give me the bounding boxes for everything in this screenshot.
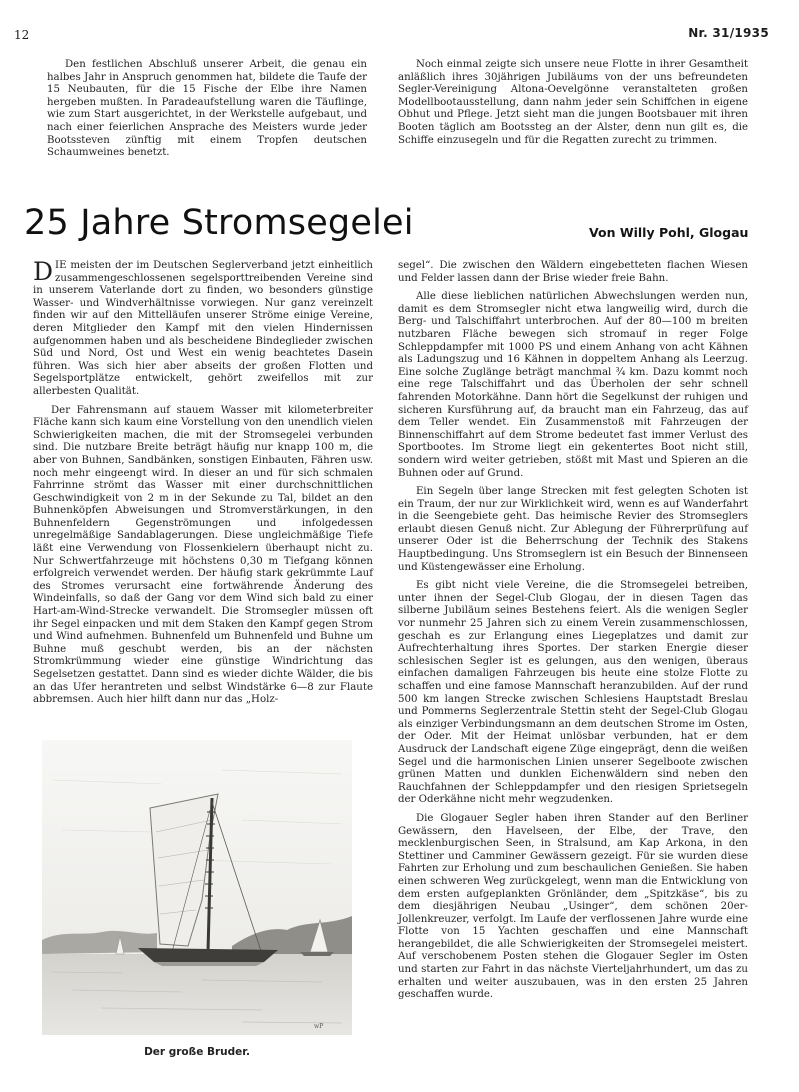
article-paragraph: [33, 257, 373, 399]
sailboat-illustration: [42, 740, 352, 1035]
top-left-paragraph: Den festlichen Abschluß unserer Arbeit, die genau ein halbes Jahr in Anspruch genommen hat, bildete die Taufe der 15 Neubauten, für die 15 Fische der Elbe ihre Namen hergeben mußten. In Paradeaufstellung waren die Täuflinge, wie zum Start ausgerichtet, in der Werkstelle aufgebaut, und nach einer feierlichen Ansprache des Meisters wurde jeder Bootssteven zünftig mit einem Tropfen deutschen Schaumweines benetzt.: [47, 59, 367, 159]
article-paragraph: Der Fahrensmann auf stauem Wasser mit kilometerbreiter Fläche kann sich kaum eine Vorstellung von den unendlich vielen Schwierigkeiten machen, die mit der Stromsegelei verbunden sind. Die nutzbare Breite beträgt häufig nur knapp 100 m, die aber von Buhnen, Sandbänken, sonstigen Einbauten, Fähren usw. noch mehr eingeengt wird. In dieser an und für sich schmalen Fahrrinne strömt das Wasser mit einer durchschnittlichen Geschwindigkeit von 2 m in der Sekunde zu Tal, bildet an den Buhnenköpfen Abweisungen und Stromverstärkungen, in den Buhnenfeldern Gegenströmungen und infolgedessen unregelmäßige Sandablagerungen. Diese ungleichmäßige Tiefe läßt eine Verwendung von Flossenkielern überhaupt nicht zu. Nur Schwertfahrzeuge mit höchstens 0,30 m Tiefgang können erfolgreich verwendet werden. Der häufig stark gekrümmte Lauf des Stromes verursacht eine fortwährende Änderung des Windeinfalls, so daß der Gang vor dem Wind sich bald zu einer Hart-am-Wind-Strecke verwandelt. Die Stromsegler müssen oft ihr Segel einpacken und mit dem Staken den Kampf gegen Strom und Wind aufnehmen. Buhnenfeld um Buhnenfeld und Buhne um Buhne muß geschubt werden, bis an der nächsten Stromkrümmung wieder eine günstige Windrichtung das Segelsetzen gestattet. Dann sind es wieder dichte Wälder, die bis an das Ufer herantreten und selbst Windstärke 6—8 zur Flaute abbremsen. Auch hier hilft dann nur das „Holz-: [33, 404, 373, 706]
artist-signature: wP: [314, 1023, 324, 1030]
hull: [138, 948, 278, 962]
issue-number: Nr. 31/1935: [688, 26, 769, 40]
article-left-column: [33, 257, 373, 707]
top-right-column: [398, 59, 748, 147]
article-paragraph: segel“. Die zwischen den Wäldern eingebetteten flachen Wiesen und Felder lassen dann der Brise wieder freie Bahn.: [398, 260, 748, 284]
article-right-column: [398, 260, 748, 1002]
article-paragraph: Alle diese lieblichen natürlichen Abwechslungen werden nun, damit es dem Stromsegler nicht etwa langweilig wird, durch die Berg- und Talschiffahrt unterbrochen. Auf der 80—100 m breiten nutzbaren Fläche bewegen sich stromauf in reger Folge Schleppdampfer mit 1000 PS und einem Anhang von acht Kähnen als Ladungszug und 16 Kähnen in doppeltem Anhang als Leerzug. Eine solche Zuglänge beträgt manchmal ¾ km. Dazu kommt noch eine rege Talschiffahrt und das Überholen der sehr schnell fahrenden Motorkähne. Dann hört die Segelkunst der ruhigen und sicheren Kursführung auf, da braucht man ein Fahrzeug, das auf dem Teller wendet. Ein Zusammenstoß mit Fahrzeugen der Binnenschiffahrt auf dem Strome bedeutet fast immer Verlust des Sportbootes. Im Strome liegt ein gekentertes Boot nicht still, sondern wird weiter getrieben, stößt mit Mast und Spieren an die Buhnen oder auf Grund.: [398, 291, 748, 479]
figure-caption: Der große Bruder.: [144, 1046, 250, 1058]
page-number: 12: [14, 28, 30, 42]
article-paragraph-text: IE meisten der im Deutschen Seglerverband jetzt einheitlich zusammengeschlossenen segelsporttreibenden Vereine sind in unserem Vaterlande dort zu finden, wo besonders günstige Wasser- und Windverhältnisse vorwiegen. Nur ganz vereinzelt finden wir auf den Mittelläufen unserer Ströme einige Vereine, deren Mitglieder den Kampf mit den vielen Hindernissen aufgenommen haben und als bescheidene Bindeglieder zwischen Süd und Nord, Ost und West ein wenig beachtetes Dasein führen. Was sich hier aber abseits der großen Flotten und Segelsportplätze entwickelt, gehört zweifellos mit zur allerbesten Qualität.: [33, 260, 373, 397]
drop-cap: D: [33, 257, 54, 286]
hull-reflection: [154, 962, 264, 966]
top-left-column: [47, 59, 367, 160]
sailboat-photo: [42, 740, 352, 1035]
distant-hull: [300, 952, 334, 956]
article-paragraph: Es gibt nicht viele Vereine, die die Stromsegelei betreiben, unter ihnen der Segel-Club Glogau, der in diesen Tagen das silberne Jubiläum seines Bestehens feiert. Als die wenigen Segler vor nunmehr 25 Jahren sich zu einem Verein zusammenschlossen, geschah es zur Erlangung eines Liegeplatzes und damit zur Aufrechterhaltung ihres Sportes. Der starken Energie dieser schlesischen Segler ist es gelungen, aus den wenigen, überaus einfachen damaligen Fahrzeugen bis heute eine stolze Flotte zu schaffen und eine famose Mannschaft heranzubilden. Auf der rund 500 km langen Strecke zwischen Schlesiens Hauptstadt Breslau und Pommerns Seglerzentrale Stettin steht der Segel-Club Glogau als einziger Verbindungsmann an dem deutschen Strome im Osten, der Oder. Mit der Heimat unlösbar verbunden, hat er dem Ausdruck der Landschaft eigene Züge eingeprägt, denn die weißen Segel und die harmonischen Linien unserer Segelboote zwischen grünen Matten und dunklen Eichenwäldern sind neben den Rauchfahnen der Schleppdampfer und den riesigen Sprietsegeln der Oderkähne nicht mehr wegzudenken.: [398, 580, 748, 806]
article-title: 25 Jahre Stromsegelei: [24, 203, 414, 243]
article-paragraph: Die Glogauer Segler haben ihren Stander auf den Berliner Gewässern, den Havelseen, der Elbe, der Trave, den mecklenburgischen Seen, in Stralsund, am Kap Arkona, in den Stettiner und Camminer Gewässern gezeigt. Für sie wurden diese Fahrten zur Erholung und zum beschaulichen Genießen. Sie haben einen schweren Weg zurückgelegt, wenn man die Entwicklung von dem ersten aufgeplankten Grönländer, dem „Spitzkäse“, bis zu dem diesjährigen Neubau „Usinger“, dem schönen 20er-Jollenkreuzer, verfolgt. Im Laufe der verflossenen Jahre wurde eine Flotte von 15 Yachten geschaffen und eine Mannschaft herangebildet, die alle Schwierigkeiten der Stromsegelei meistert. Auf verschobenem Posten stehen die Glogauer Segler im Osten und starten zur Fahrt in das nächste Vierteljahrhundert, um das zu erhalten und weiter auszubauen, was in den ersten 25 Jahren geschaffen wurde.: [398, 812, 748, 1001]
article-paragraph: Ein Segeln über lange Strecken mit fest gelegten Schoten ist ein Traum, der nur zur Wirklichkeit wird, wenn es auf Wanderfahrt in die Seengebiete geht. Das heimische Revier des Stromseglers erlaubt diesen Genuß nicht. Zur Ablegung der Führerprüfung auf unserer Oder ist die Beherrschung der Technik des Stakens Hauptbedingung. Uns Stromseglern ist ein Besuch der Binnenseen und Küstengewässer eine Erholung.: [398, 486, 748, 573]
top-right-paragraph: Noch einmal zeigte sich unsere neue Flotte in ihrer Gesamtheit anläßlich ihres 30jährigen Jubiläums von der uns befreundeten Segler-Vereinigung Altona-Oevelgönne veranstalteten großen Modellbootausstellung, dann nahm jeder sein Schiffchen in eigene Obhut und Pflege. Jetzt sieht man die jungen Bootsbauer mit ihren Booten täglich am Bootssteg an der Alster, denn nun gilt es, die Schiffe einzusegeln und für die Regatten zurecht zu trimmen.: [398, 59, 748, 146]
article-byline: Von Willy Pohl, Glogau: [589, 225, 749, 240]
